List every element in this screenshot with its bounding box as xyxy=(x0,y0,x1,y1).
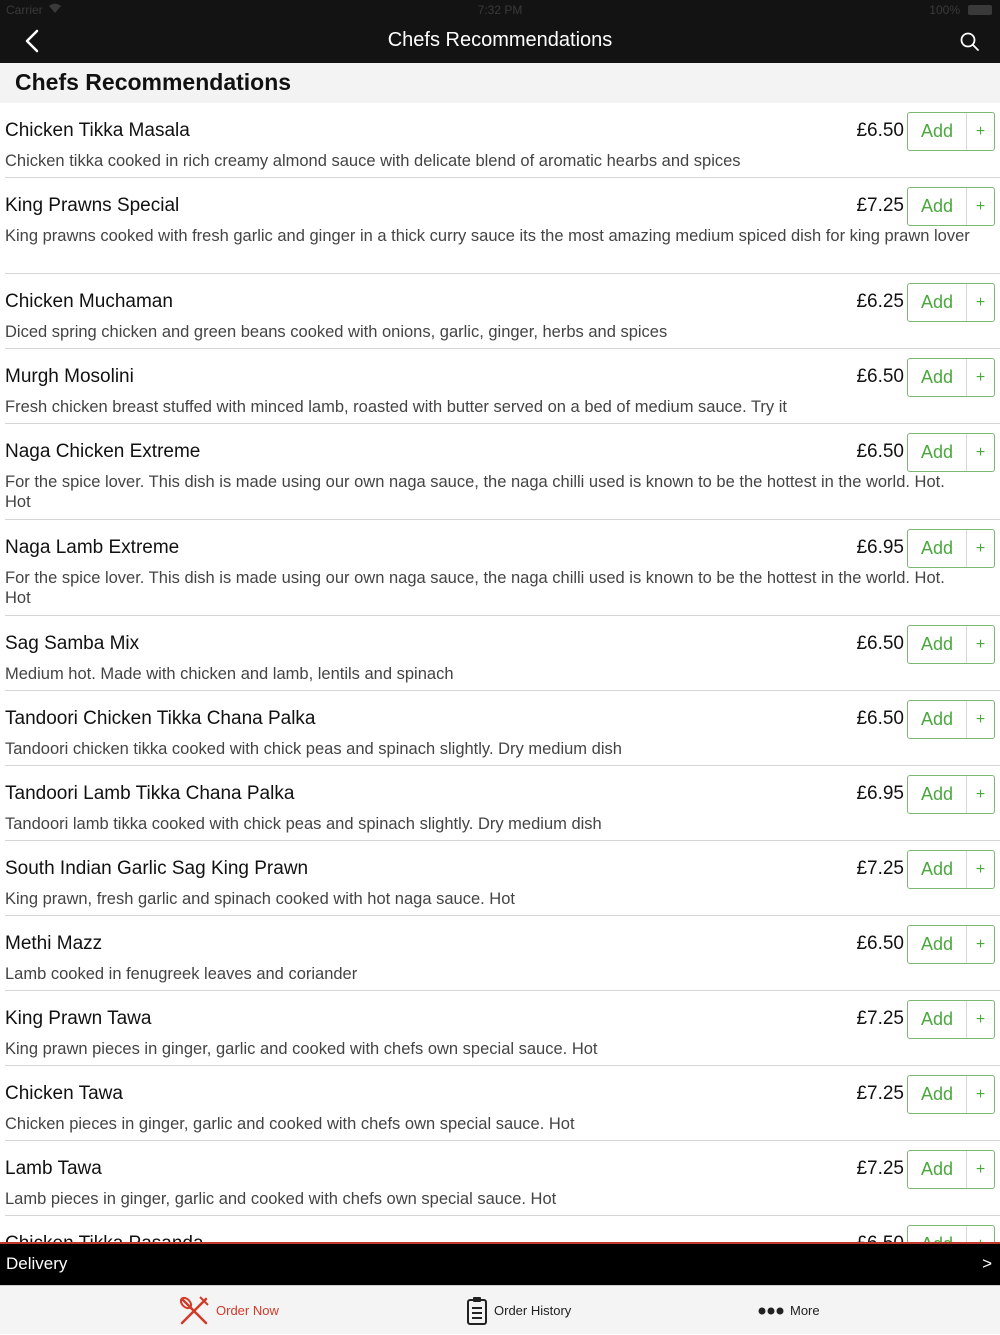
add-button[interactable] xyxy=(907,529,995,568)
menu-list[interactable] xyxy=(0,103,1000,1242)
add-button[interactable] xyxy=(907,925,995,964)
menu-item-name: Tandoori Lamb Tikka Chana Palka xyxy=(5,783,295,804)
menu-item-name: Lamb Tawa xyxy=(5,1158,102,1179)
menu-item-description: Chicken tikka cooked in rich creamy almond sauce with delicate blend of aromatic hearbs and spices xyxy=(5,152,741,170)
clipboard-icon xyxy=(466,1296,488,1326)
plus-icon: + xyxy=(975,635,986,653)
menu-item xyxy=(5,841,1000,916)
menu-item-price: £6.50 xyxy=(856,933,904,954)
add-button-label: Add xyxy=(920,709,954,729)
plus-icon: + xyxy=(975,1085,986,1103)
menu-item-description: King prawns cooked with fresh garlic and ginger in a thick curry sauce its the most amazing medium spiced dish for king prawn lover xyxy=(5,227,970,245)
search-icon xyxy=(956,28,984,56)
menu-item xyxy=(5,424,1000,520)
menu-item-description: For the spice lover. This dish is made using our own naga sauce, the naga chilli used is known to be the hottest in the world. Hot. Hot xyxy=(5,473,945,511)
menu-item-price: £6.50 xyxy=(856,120,904,141)
plus-icon: + xyxy=(975,1010,986,1028)
delivery-arrow: > xyxy=(982,1254,992,1273)
menu-item-name: South Indian Garlic Sag King Prawn xyxy=(5,858,309,879)
plus-icon: + xyxy=(975,785,986,803)
menu-item-description: Lamb cooked in fenugreek leaves and coriander xyxy=(5,965,358,983)
menu-item xyxy=(5,616,1000,691)
add-button-label: Add xyxy=(920,292,954,312)
plus-icon: + xyxy=(975,935,986,953)
menu-item xyxy=(5,1141,1000,1216)
fork-knife-icon xyxy=(178,1295,210,1327)
add-button-label: Add xyxy=(920,1009,954,1029)
menu-item-description: Chicken pieces in ginger, garlic and cooked with chefs own special sauce. Hot xyxy=(5,1115,575,1133)
plus-icon: + xyxy=(975,710,986,728)
menu-item-description: Fresh chicken breast stuffed with minced lamb, roasted with butter served on a bed of medium sauce. Try it xyxy=(5,398,787,416)
status-bar xyxy=(0,0,1000,20)
menu-item-name: Methi Mazz xyxy=(5,933,103,954)
add-button-label: Add xyxy=(920,784,954,804)
add-button-label: Add xyxy=(920,538,954,558)
menu-item-description: Tandoori chicken tikka cooked with chick peas and spinach slightly. Dry medium dish xyxy=(5,740,622,758)
add-button[interactable] xyxy=(907,1150,995,1189)
add-button-label: Add xyxy=(920,1084,954,1104)
menu-item-description: Diced spring chicken and green beans cooked with onions, garlic, ginger, herbs and spices xyxy=(5,323,668,341)
menu-item-name: Chicken Tawa xyxy=(5,1083,123,1104)
plus-icon: + xyxy=(975,197,986,215)
delivery-label: Delivery xyxy=(6,1254,68,1273)
menu-item-description: King prawn, fresh garlic and spinach cooked with hot naga sauce. Hot xyxy=(5,890,515,908)
menu-item xyxy=(5,766,1000,841)
section-title: Chefs Recommendations xyxy=(15,69,292,95)
ellipsis-icon xyxy=(758,1306,784,1316)
add-button-label: Add xyxy=(920,859,954,879)
menu-item xyxy=(5,178,1000,274)
menu-item-description: Medium hot. Made with chicken and lamb, lentils and spinach xyxy=(5,665,454,683)
menu-item xyxy=(5,991,1000,1066)
add-button-label: Add xyxy=(920,934,954,954)
menu-item-description: King prawn pieces in ginger, garlic and cooked with chefs own special sauce. Hot xyxy=(5,1040,598,1058)
add-button-label: Add xyxy=(920,442,954,462)
plus-icon: + xyxy=(975,539,986,557)
menu-item-name: Naga Chicken Extreme xyxy=(5,441,201,462)
menu-item-price: £6.50 xyxy=(856,708,904,729)
plus-icon: + xyxy=(975,122,986,140)
menu-item-name: King Prawn Tawa xyxy=(5,1008,152,1029)
tab-more-label: More xyxy=(790,1303,820,1318)
add-button[interactable] xyxy=(907,187,995,226)
menu-item-price: £7.25 xyxy=(856,1158,904,1179)
menu-item-price: £6.50 xyxy=(856,441,904,462)
menu-item-name: Chicken Muchaman xyxy=(5,291,173,312)
add-button-label: Add xyxy=(920,121,954,141)
menu-item-price: £6.50 xyxy=(856,366,904,387)
tab-bar xyxy=(0,1285,1000,1334)
plus-icon: + xyxy=(975,860,986,878)
tab-order-now-label: Order Now xyxy=(216,1303,279,1318)
add-button[interactable] xyxy=(907,112,995,151)
menu-item-name: Tandoori Chicken Tikka Chana Palka xyxy=(5,708,316,729)
add-button-label: Add xyxy=(920,367,954,387)
menu-item-name: Murgh Mosolini xyxy=(5,366,134,387)
menu-item xyxy=(5,916,1000,991)
menu-item-price: £6.25 xyxy=(856,291,904,312)
delivery-bar[interactable] xyxy=(0,1242,1000,1285)
add-button[interactable] xyxy=(907,700,995,739)
status-time: 7:32 PM xyxy=(477,3,523,17)
search-button[interactable] xyxy=(956,28,984,56)
add-button[interactable] xyxy=(907,283,995,322)
section-header xyxy=(0,63,1000,103)
menu-item xyxy=(5,274,1000,349)
plus-icon: + xyxy=(975,1160,986,1178)
carrier-label: Carrier xyxy=(6,3,43,17)
menu-item-description: Tandoori lamb tikka cooked with chick peas and spinach slightly. Dry medium dish xyxy=(5,815,602,833)
menu-item xyxy=(5,691,1000,766)
menu-item xyxy=(5,520,1000,616)
menu-item-name: King Prawns Special xyxy=(5,195,180,216)
nav-bar xyxy=(0,20,1000,63)
menu-item xyxy=(5,103,1000,178)
menu-item-description: Lamb pieces in ginger, garlic and cooked with chefs own special sauce. Hot xyxy=(5,1190,557,1208)
plus-icon: + xyxy=(975,368,986,386)
add-button[interactable] xyxy=(907,358,995,397)
plus-icon: + xyxy=(975,443,986,461)
tab-more[interactable] xyxy=(758,1286,820,1335)
tab-order-now[interactable] xyxy=(178,1286,279,1335)
add-button[interactable] xyxy=(907,1000,995,1039)
add-button-label: Add xyxy=(920,634,954,654)
menu-item-price: £7.25 xyxy=(856,858,904,879)
add-button[interactable] xyxy=(907,850,995,889)
menu-item-description: For the spice lover. This dish is made using our own naga sauce, the naga chilli used is known to be the hottest in the world. Hot. Hot xyxy=(5,569,945,607)
add-button-label: Add xyxy=(920,196,954,216)
nav-title: Chefs Recommendations xyxy=(387,29,613,51)
menu-item-price: £6.50 xyxy=(856,633,904,654)
plus-icon: + xyxy=(975,293,986,311)
menu-item-price: £6.95 xyxy=(856,783,904,804)
tab-order-history-label: Order History xyxy=(494,1303,572,1318)
menu-item-price: £7.25 xyxy=(856,1083,904,1104)
menu-item-name: Naga Lamb Extreme xyxy=(5,537,180,558)
battery-icon xyxy=(968,5,992,15)
menu-item xyxy=(5,349,1000,424)
add-button-label: Add xyxy=(920,1159,954,1179)
menu-item-price: £7.25 xyxy=(856,195,904,216)
add-button[interactable] xyxy=(907,775,995,814)
menu-item xyxy=(5,1066,1000,1141)
menu-item-price: £6.95 xyxy=(856,537,904,558)
add-button[interactable] xyxy=(907,1075,995,1114)
tab-order-history[interactable] xyxy=(466,1286,571,1335)
menu-item-name: Sag Samba Mix xyxy=(5,633,140,654)
menu-item-name: Chicken Tikka Masala xyxy=(5,120,190,141)
add-button[interactable] xyxy=(907,433,995,472)
battery-percent: 100% xyxy=(929,3,960,17)
menu-item-price: £7.25 xyxy=(856,1008,904,1029)
add-button[interactable] xyxy=(907,625,995,664)
